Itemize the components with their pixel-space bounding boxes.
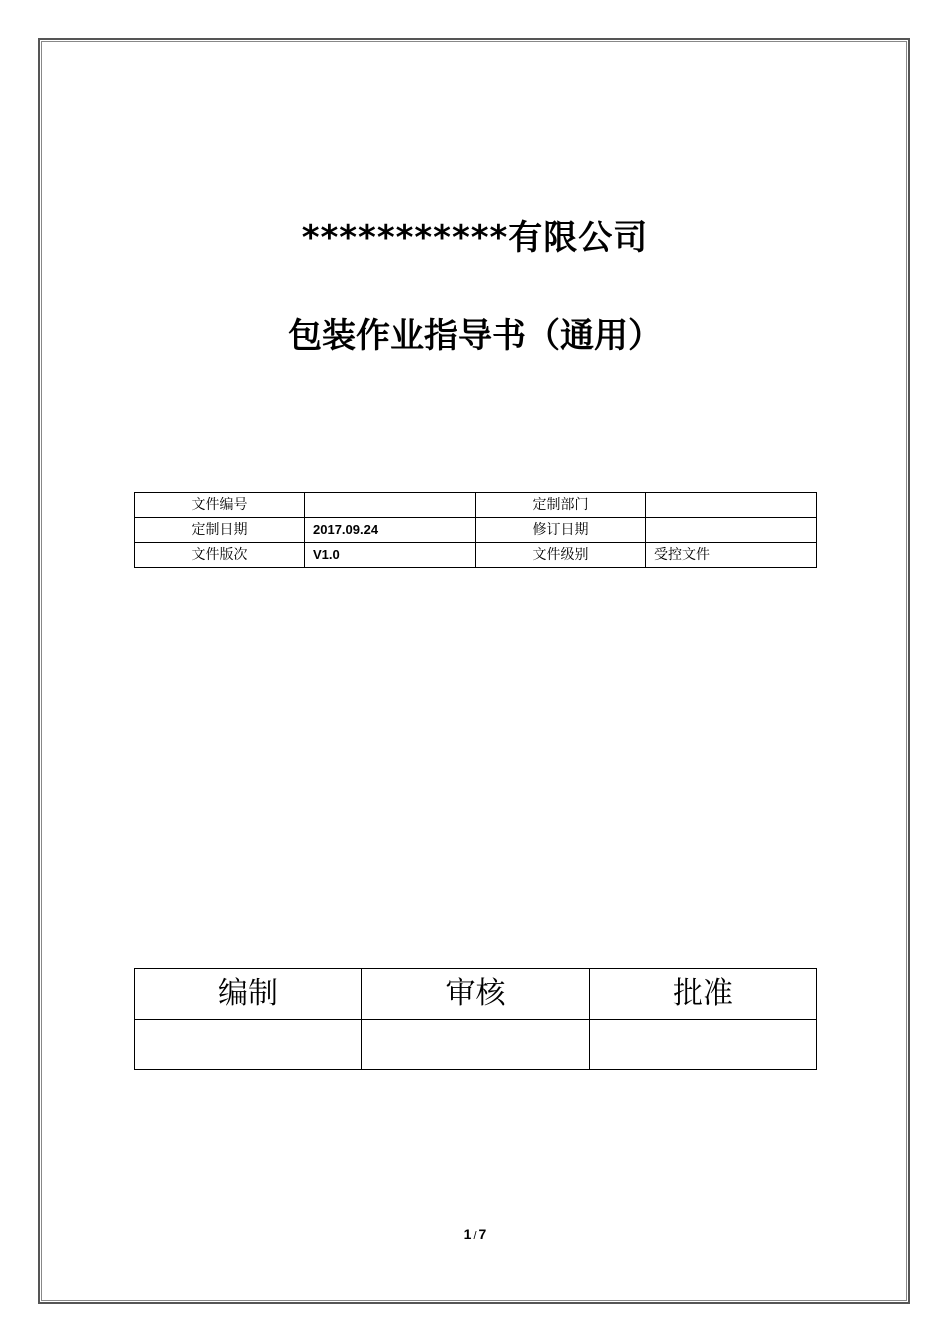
approved-by-header: 批准 xyxy=(590,969,817,1020)
file-level-label: 文件级别 xyxy=(476,543,646,568)
version-value: V1.0 xyxy=(305,543,476,568)
approved-by-signature xyxy=(590,1020,817,1070)
reviewed-by-header: 审核 xyxy=(362,969,590,1020)
page-number xyxy=(0,1226,950,1242)
total-pages: 7 xyxy=(478,1226,487,1242)
prepared-by-header: 编制 xyxy=(135,969,362,1020)
file-level-value: 受控文件 xyxy=(646,543,817,568)
revised-date-label: 修订日期 xyxy=(476,518,646,543)
file-number-label: 文件编号 xyxy=(135,493,305,518)
table-row xyxy=(135,518,817,543)
current-page: 1 xyxy=(463,1226,472,1242)
department-label: 定制部门 xyxy=(476,493,646,518)
file-number-value xyxy=(305,493,476,518)
created-date-label: 定制日期 xyxy=(135,518,305,543)
table-row xyxy=(135,543,817,568)
document-title: 包装作业指导书（通用） xyxy=(288,316,662,356)
created-date-value: 2017.09.24 xyxy=(305,518,476,543)
prepared-by-signature xyxy=(135,1020,362,1070)
table-row xyxy=(135,969,817,1020)
department-value xyxy=(646,493,817,518)
version-label: 文件版次 xyxy=(135,543,305,568)
signature-table xyxy=(134,968,817,1070)
document-info-table xyxy=(134,492,817,568)
page-separator: / xyxy=(473,1230,477,1242)
table-row xyxy=(135,1020,817,1070)
company-name: ***********有限公司 xyxy=(301,218,649,258)
table-row xyxy=(135,493,817,518)
reviewed-by-signature xyxy=(362,1020,590,1070)
revised-date-value xyxy=(646,518,817,543)
